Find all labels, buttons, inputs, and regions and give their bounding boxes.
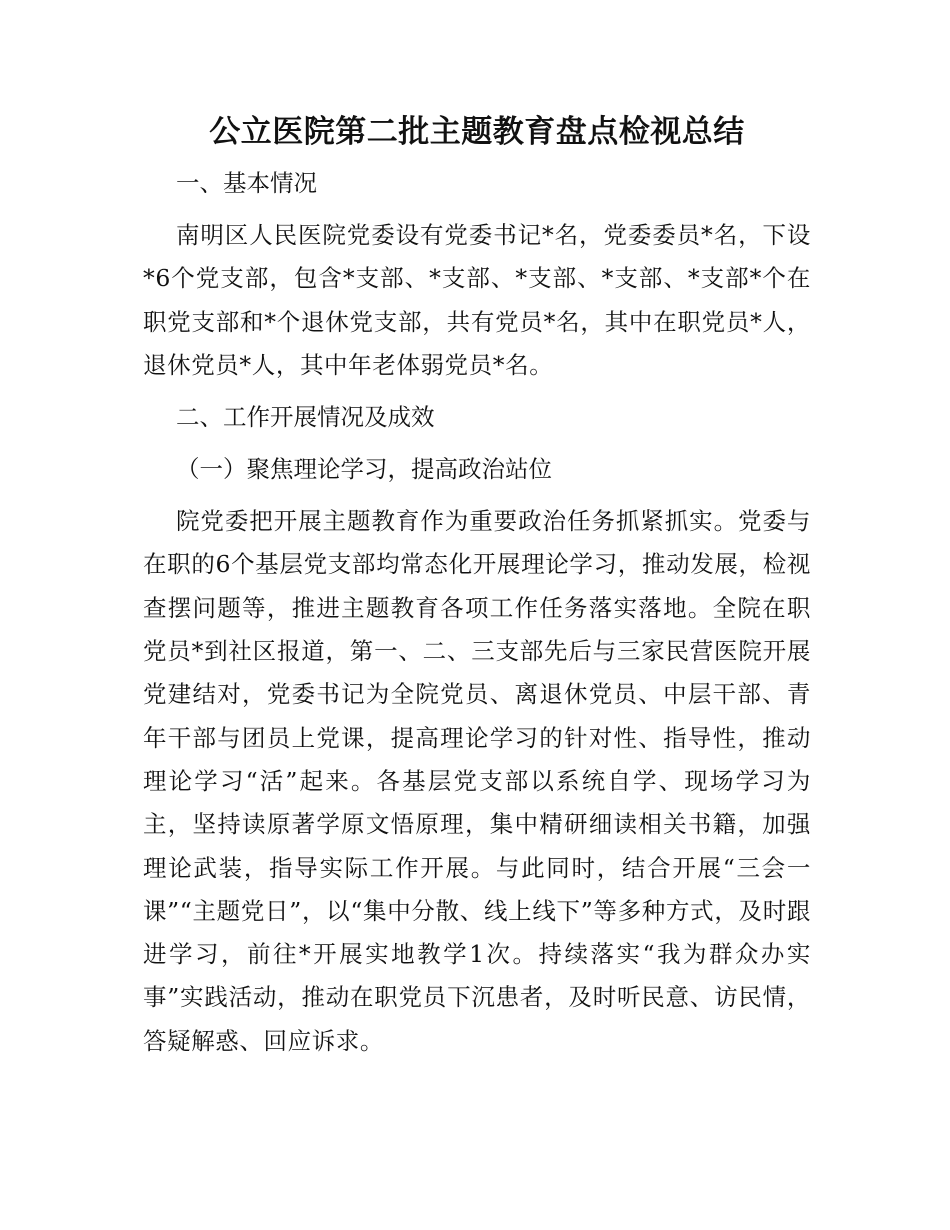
section-paragraph-basic-info: 南明区人民医院党委设有党委书记*名，党委委员*名，下设*6个党支部，包含*支部、*支部、*支部、*支部、*支部*个在职党支部和*个退休党支部，共有党员*名，其中在职党员*人，退休党员*人，其中年老体弱党员*名。 [143, 221, 811, 379]
section-heading-work-progress: 二、工作开展情况及成效 [176, 403, 435, 432]
document-title: 公立医院第二批主题教育盘点检视总结 [209, 114, 745, 150]
subsection-heading-theory-study: （一）聚焦理论学习，提高政治站位 [176, 455, 552, 484]
section-heading-basic-info: 一、基本情况 [176, 169, 317, 197]
document-page [143, 110, 811, 1072]
subsection-paragraph-theory-study: 院党委把开展主题教育作为重要政治任务抓紧抓实。党委与在职的6个基层党支部均常态化开展理论学习，推动发展，检视查摆问题等，推进主题教育各项工作任务落实落地。全院在职党员*到社区报道，第一、二、三支部先后与三家民营医院开展党建结对，党委书记为全院党员、离退休党员、中层干部、青年干部与团员上党课，提高理论学习的针对性、指导性，推动理论学习“活”起来。各基层党支部以系统自学、现场学习为主，坚持读原著学原文悟原理，集中精研细读相关书籍，加强理论武装，指导实际工作开展。与此同时，结合开展“三会一课”“主题党日”，以“集中分散、线上线下”等多种方式，及时跟进学习，前往*开展实地教学1次。持续落实“我为群众办实事”实践活动，推动在职党员下沉患者，及时听民意、访民情，答疑解惑、回应诉求。 [143, 507, 811, 1055]
